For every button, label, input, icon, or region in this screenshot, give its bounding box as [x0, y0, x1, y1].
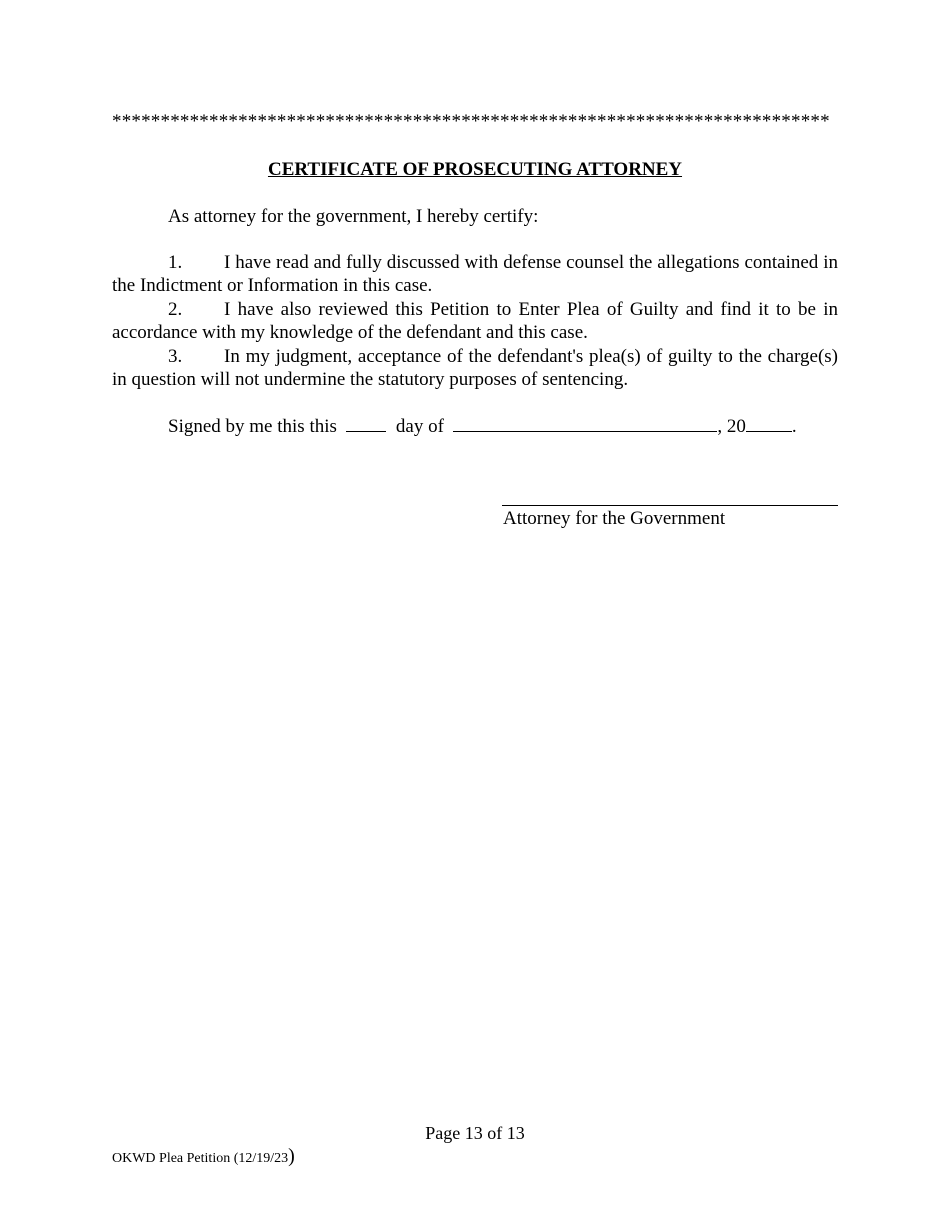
certification-item-2: [112, 298, 838, 345]
form-footer: [112, 1146, 295, 1169]
item-number: 2.: [168, 298, 183, 320]
item-text: I have read and fully discussed with defense counsel the allegations contained in the Indictment or Information in this case.: [112, 252, 838, 297]
certification-intro: As attorney for the government, I hereby certify:: [168, 206, 539, 227]
item-text: I have also reviewed this Petition to Enter Plea of Guilty and find it to be in accordance with my knowledge of the defendant and this case.: [112, 298, 838, 344]
certification-item-3: [112, 345, 838, 392]
signed-date-line: [168, 413, 797, 439]
day-blank-field[interactable]: [346, 413, 386, 432]
separator-line: **************************************************************************: [112, 111, 830, 132]
year-prefix: , 20: [717, 416, 746, 437]
signature-line[interactable]: [502, 505, 838, 506]
certification-item-1: [112, 251, 838, 298]
item-number: 3.: [168, 345, 183, 367]
signed-prefix: Signed by me this this: [168, 416, 337, 437]
certification-items: [112, 251, 838, 391]
certificate-title: CERTIFICATE OF PROSECUTING ATTORNEY: [267, 159, 683, 180]
footer-text: OKWD Plea Petition (12/19/23: [112, 1151, 289, 1166]
day-of-label: day of: [395, 416, 444, 437]
year-blank-field[interactable]: [746, 413, 792, 432]
month-blank-field[interactable]: [453, 413, 717, 432]
signed-end: .: [791, 416, 797, 437]
footer-closing: ): [288, 1145, 295, 1167]
item-text: In my judgment, acceptance of the defendant's plea(s) of guilty to the charge(s) in question will not undermine the statutory purposes of sentencing.: [112, 345, 838, 391]
page-number: Page 13 of 13: [425, 1123, 525, 1143]
item-number: 1.: [168, 252, 183, 273]
signature-label: Attorney for the Government: [503, 508, 726, 529]
